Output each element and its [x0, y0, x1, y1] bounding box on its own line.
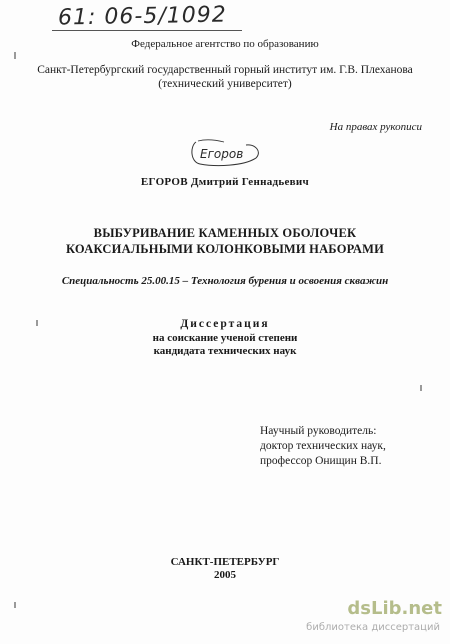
scan-mark [14, 602, 16, 608]
scan-mark [14, 52, 16, 59]
scan-mark [36, 320, 38, 326]
institute-name: Санкт-Петербургский государственный горный институт им. Г.В. Плеханова [37, 64, 413, 76]
watermark-logo: dsLib.net [347, 598, 442, 619]
archive-stamp-number: 61: 06-5/1092 [57, 2, 227, 31]
degree-line2: кандидата технических наук [153, 345, 297, 357]
rights-note: На правах рукописи [329, 121, 422, 133]
signature-text: Егоров [200, 147, 244, 161]
specialty: Специальность 25.00.15 – Технология бурения и освоения скважин [61, 275, 389, 287]
institute-subtitle: (технический университет) [158, 78, 292, 90]
author-signature [186, 136, 262, 170]
stamp-underline [52, 30, 242, 31]
thesis-title-line2: КОАКСИАЛЬНЫМИ КОЛОНКОВЫМИ НАБОРАМИ [65, 242, 384, 256]
dissertation-heading: Диссертация [180, 318, 270, 330]
scan-mark [420, 385, 422, 391]
thesis-title-line1: ВЫБУРИВАНИЕ КАМЕННЫХ ОБОЛОЧЕК [93, 226, 357, 240]
supervisor-label: Научный руководитель: [260, 425, 377, 437]
city: САНКТ-ПЕТЕРБУРГ [170, 556, 280, 568]
degree-line1: на соискание ученой степени [152, 332, 298, 344]
agency-name: Федеральное агентство по образованию [131, 38, 319, 50]
supervisor-name: профессор Онищин В.П. [260, 455, 382, 467]
supervisor-degree: доктор технических наук, [260, 440, 386, 452]
author-name: ЕГОРОВ Дмитрий Геннадьевич [140, 176, 310, 188]
watermark-subtitle: библиотека диссертаций [306, 622, 440, 633]
year: 2005 [214, 569, 236, 581]
